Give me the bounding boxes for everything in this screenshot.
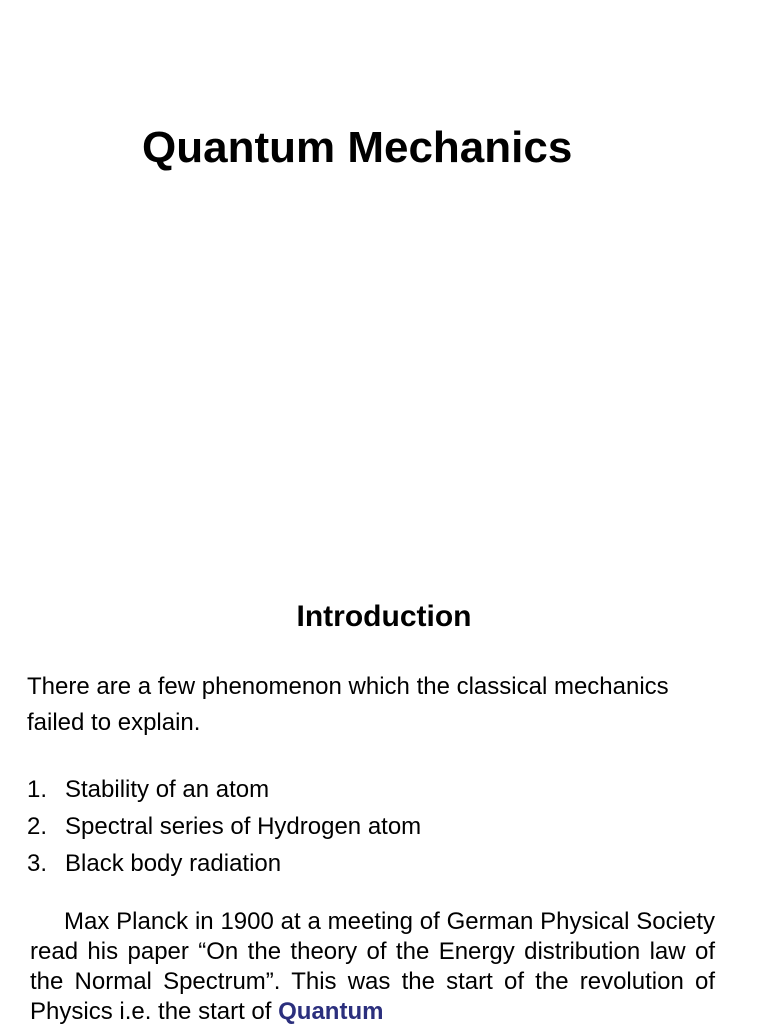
- phenomena-list: [27, 771, 421, 882]
- document-title: Quantum Mechanics: [142, 123, 573, 172]
- list-item-text: Stability of an atom: [65, 776, 270, 803]
- list-number: 2.: [27, 813, 48, 840]
- highlighted-term: Quantum: [278, 998, 384, 1025]
- list-item-text: Black body radiation: [65, 850, 282, 877]
- body-paragraph: [30, 907, 715, 1027]
- list-number: 3.: [27, 850, 48, 877]
- paragraph-text: Max Planck in 1900 at a meeting of German Physical Society read his paper “On the theory of the Energy distribution law of the Normal Spectrum”. This was the start of the revolution of Physics i.e. the start of: [30, 908, 715, 1025]
- list-item-text: Spectral series of Hydrogen atom: [65, 813, 422, 840]
- section-heading: Introduction: [296, 600, 472, 633]
- list-item: [27, 771, 421, 808]
- list-number: 1.: [27, 776, 48, 803]
- list-item: [27, 845, 421, 882]
- list-item: [27, 808, 421, 845]
- intro-text: There are a few phenomenon which the classical mechanics failed to explain.: [27, 673, 669, 736]
